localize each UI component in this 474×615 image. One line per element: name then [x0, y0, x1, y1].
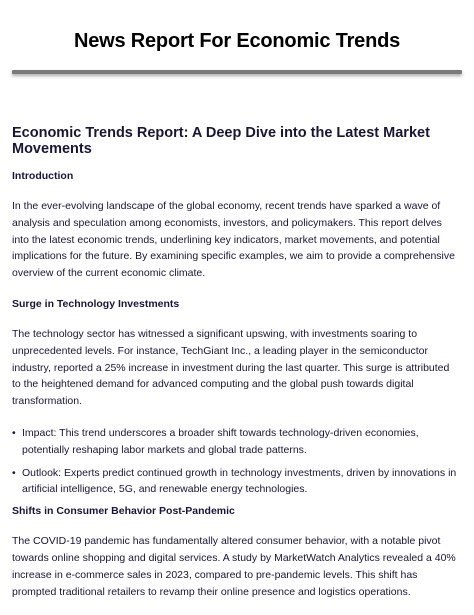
page-header	[0, 0, 474, 72]
header-divider	[12, 70, 462, 74]
article-title: Economic Trends Report: A Deep Dive into the Latest Market Movements	[12, 125, 430, 157]
section-heading: Shifts in Consumer Behavior Post-Pandemic	[12, 505, 235, 518]
section-paragraph: The technology sector has witnessed a significant upswing, with investments soaring to unprecedented levels. For instance, TechGiant Inc., a leading player in the semiconductor industry, reported a 25% increase in investment during the last quarter. This surge is attributed to the heightened demand for advanced computing and the global push towards digital transformation.	[12, 327, 450, 408]
bullet-item-impact: • Impact: This trend underscores a broader shift towards technology-driven economies, potentially reshaping labor markets and global trade patterns.	[22, 425, 460, 459]
section-introduction	[12, 169, 460, 282]
section-consumer-behavior	[12, 504, 460, 600]
bullet-list	[12, 425, 460, 498]
section-paragraph: In the ever-evolving landscape of the global economy, recent trends have sparked a wave of analysis and speculation among economists, investors, and policymakers. This report delves into the latest economic trends, underlining key indicators, market movements, and potential implications for the future. By examining specific examples, we aim to provide a comprehensive overview of the current economic climate.	[12, 200, 455, 280]
section-paragraph: The COVID-19 pandemic has fundamentally altered consumer behavior, with a notable pivot towards online shopping and digital services. A study by MarketWatch Analytics revealed a 40% increase in e-commerce sales in 2023, compared to pre-pandemic levels. This shift has prompted traditional retailers to revamp their online presence and logistics operations.	[12, 535, 456, 598]
page-title: News Report For Economic Trends	[73, 30, 401, 52]
article	[12, 125, 460, 615]
section-heading: Surge in Technology Investments	[12, 297, 180, 310]
bullet-item-outlook: • Outlook: Experts predict continued growth in technology investments, driven by innovations in artificial intelligence, 5G, and renewable energy technologies.	[22, 465, 460, 499]
section-heading: Introduction	[12, 170, 74, 182]
section-technology-investments	[12, 297, 460, 498]
